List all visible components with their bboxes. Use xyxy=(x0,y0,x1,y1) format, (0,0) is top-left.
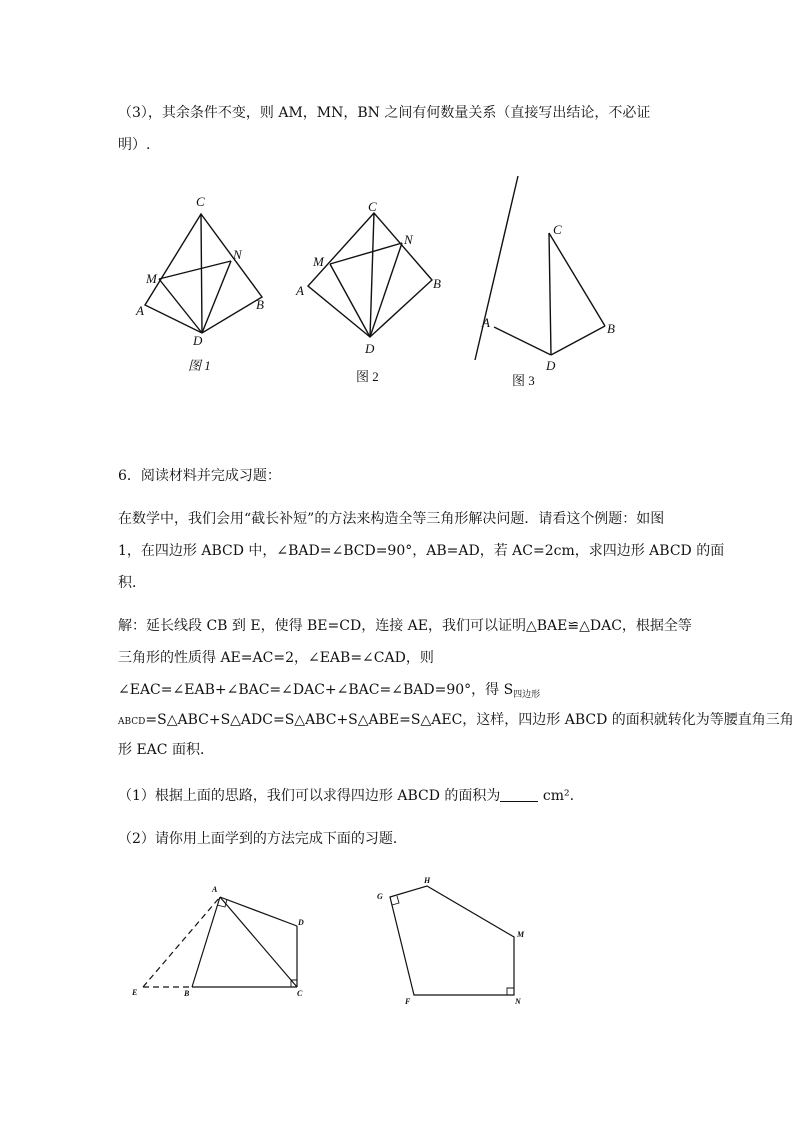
q6-intro-line2: 1，在四边形 ABCD 中，∠BAD=∠BCD=90°，AB=AD，若 AC=2cm，求四边形 ABCD 的面 xyxy=(118,543,725,559)
fig3-label-d: D xyxy=(546,358,556,373)
solution-line3-text: ∠EAC=∠EAB+∠BAC=∠DAC+∠BAC=∠BAD=90°，得 S xyxy=(118,682,514,698)
fig1-label-d: D xyxy=(193,333,203,348)
fig2-label-c: C xyxy=(368,199,377,214)
fig3-caption: 图 3 xyxy=(512,373,535,388)
fig2-label-b: B xyxy=(433,276,441,291)
figb-label-h: H xyxy=(424,876,431,885)
fig1-label-a: A xyxy=(136,303,144,318)
fig1-label-c: C xyxy=(196,194,205,209)
figa-label-e: E xyxy=(132,988,138,997)
fig1-label-n: N xyxy=(233,247,242,262)
q6-figure-quadrilateral xyxy=(131,885,304,998)
part1-unit: cm². xyxy=(538,788,575,804)
q6-solution-line5: 形 EAC 面积． xyxy=(118,742,214,758)
figure-2 xyxy=(295,199,441,384)
q6-intro-line3: 积． xyxy=(118,575,146,591)
fig3-label-c: C xyxy=(553,222,562,237)
solution-line3-subscript: 四边形 xyxy=(513,690,541,700)
fig2-label-d: D xyxy=(365,341,375,356)
q5-part3-line1: （3），其余条件不变，则 AM，MN，BN 之间有何数量关系（直接写出结论，不必证 xyxy=(118,105,651,121)
solution-line4-subscript: ABCD xyxy=(118,717,146,727)
solution-line4-text: =S△ABC+S△ADC=S△ABC+S△ABE=S△AEC，这样，四边形 ABCD 的面积就转化为等腰直角三角 xyxy=(145,712,794,728)
q6-solution-line2: 三角形的性质得 AE=AC=2，∠EAB=∠CAD，则 xyxy=(118,650,434,666)
q6-title: 6．阅读材料并完成习题： xyxy=(118,468,281,484)
figb-label-g: G xyxy=(377,892,383,901)
figb-label-f: F xyxy=(405,997,411,1006)
figb-label-m: M xyxy=(517,930,525,939)
figure-3 xyxy=(475,176,615,388)
fig3-label-b: B xyxy=(607,321,615,336)
figa-label-a: A xyxy=(212,885,218,894)
fig2-label-a: A xyxy=(296,283,304,298)
figa-label-d: D xyxy=(298,918,304,927)
part1-text: （1）根据上面的思路，我们可以求得四边形 ABCD 的面积为 xyxy=(118,788,501,804)
figure-1 xyxy=(135,194,264,373)
fig1-caption: 图 1 xyxy=(188,358,211,373)
q6-figure-pentagon xyxy=(377,876,525,1006)
q5-part3-line2: 明）. xyxy=(118,137,151,153)
fig3-label-a: A xyxy=(482,315,490,330)
fig2-label-n: N xyxy=(404,232,413,247)
figb-label-n: N xyxy=(515,997,521,1006)
fig2-caption: 图 2 xyxy=(356,369,379,384)
fig1-label-b: B xyxy=(256,297,264,312)
q6-part2: （2）请你用上面学到的方法完成下面的习题． xyxy=(118,831,407,847)
figa-label-b: B xyxy=(184,989,190,998)
figa-label-c: C xyxy=(297,989,303,998)
q6-intro-line1: 在数学中，我们会用“截长补短”的方法来构造全等三角形解决问题．请看这个例题：如图 xyxy=(118,511,665,527)
fig1-label-m: M xyxy=(146,271,157,286)
fig2-label-m: M xyxy=(313,254,324,269)
q6-solution-line1: 解：延长线段 CB 到 E，使得 BE=CD，连接 AE，我们可以证明△BAE≌△DAC，根据全等 xyxy=(118,618,692,634)
